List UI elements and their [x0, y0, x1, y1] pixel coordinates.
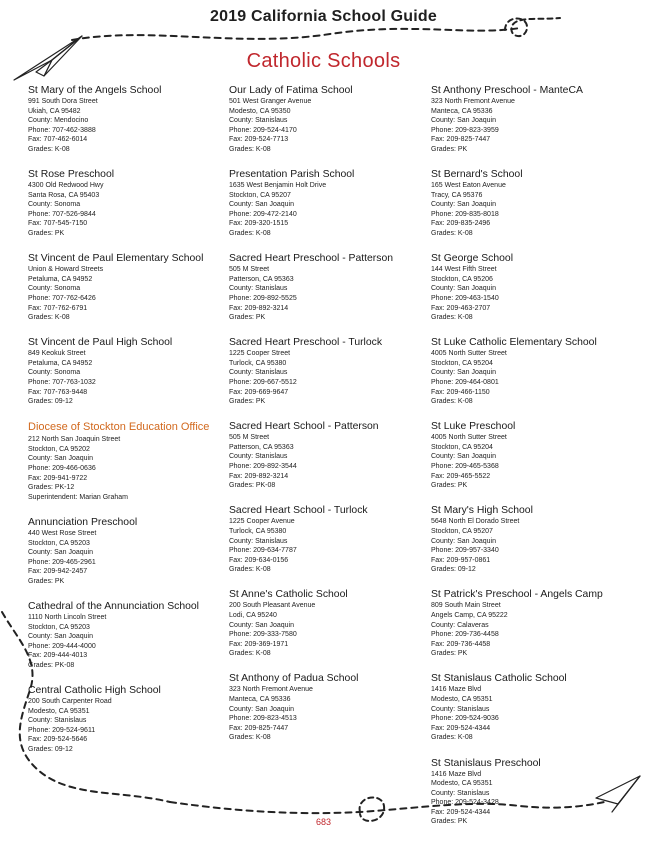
school-detail-line: Fax: 209-825-7447	[431, 136, 491, 144]
school-detail-line: 1225 Cooper Street	[229, 350, 291, 358]
school-detail-line: County: San Joaquin	[229, 705, 294, 713]
school-detail-line: Fax: 209-736-4458	[431, 640, 491, 648]
school-detail-line: 200 South Carpenter Road	[28, 698, 112, 706]
school-detail-line: County: San Joaquin	[431, 369, 496, 377]
school-detail-line: Petaluma, CA 94952	[28, 275, 93, 283]
school-entry	[431, 336, 636, 407]
school-detail-line: Grades: PK	[431, 145, 468, 153]
school-detail-line: County: San Joaquin	[431, 537, 496, 545]
school-detail-line: Grades: 09-12	[431, 566, 476, 574]
school-entry	[431, 420, 636, 491]
school-detail-line: 505 M Street	[229, 266, 270, 274]
school-detail-line: Phone: 209-464-0801	[431, 378, 499, 386]
school-detail-line: Fax: 209-465-5522	[431, 472, 491, 480]
school-detail-line: County: Stanislaus	[229, 369, 288, 377]
school-detail-line: County: San Joaquin	[28, 549, 93, 557]
school-detail-line: Petaluma, CA 94952	[28, 359, 93, 367]
school-name: St Bernard's School	[431, 169, 523, 181]
school-detail-line: Ukiah, CA 95482	[28, 107, 81, 115]
school-name: St Patrick's Preschool - Angels Camp	[431, 589, 603, 601]
school-detail-line: Phone: 209-466-0636	[28, 465, 96, 473]
school-name: St Mary of the Angels School	[28, 85, 162, 96]
school-detail-line: County: Stanislaus	[229, 285, 288, 293]
school-detail-line: County: San Joaquin	[431, 285, 496, 293]
school-detail-line: Phone: 209-823-4513	[229, 715, 297, 723]
school-detail-line: Fax: 209-825-7447	[229, 724, 289, 732]
school-detail-line: Grades: K-08	[431, 230, 473, 238]
school-detail-line: Fax: 209-524-4344	[431, 808, 491, 816]
school-detail-line: Modesto, CA 95351	[431, 696, 493, 704]
school-detail-line: Superintendent: Marian Graham	[28, 493, 128, 501]
school-detail-line: Fax: 707-545-7150	[28, 220, 88, 228]
school-detail-line: Phone: 209-524-4170	[229, 126, 297, 134]
school-name: St Anne's Catholic School	[229, 589, 348, 601]
school-detail-line: Phone: 707-462-3888	[28, 126, 96, 134]
school-detail-line: Stockton, CA 95207	[431, 527, 493, 535]
school-detail-line: Fax: 209-463-2707	[431, 304, 491, 312]
school-detail-line: 849 Keokuk Street	[28, 350, 86, 358]
school-detail-line: Phone: 209-823-3959	[431, 126, 499, 134]
school-entry	[431, 672, 636, 743]
column-3	[431, 84, 636, 841]
school-entry	[28, 336, 233, 407]
school-detail-line: Stockton, CA 95202	[28, 445, 90, 453]
school-entry	[431, 588, 636, 659]
school-detail-line: Phone: 209-465-5368	[431, 463, 499, 471]
school-detail-line: County: Stanislaus	[431, 705, 490, 713]
school-detail-line: 440 West Rose Street	[28, 529, 97, 537]
school-detail-line: Union & Howard Streets	[28, 266, 104, 274]
school-detail-line: County: Sonoma	[28, 201, 81, 209]
school-detail-line: Grades: PK	[431, 650, 468, 658]
school-detail-line: Fax: 209-524-7713	[229, 136, 289, 144]
school-detail-line: Manteca, CA 95336	[229, 696, 291, 704]
office-name: Diocese of Stockton Education Office	[28, 421, 210, 434]
school-name: St George School	[431, 253, 514, 265]
school-detail-line: 1635 West Benjamin Holt Drive	[229, 182, 327, 190]
school-name: St Vincent de Paul High School	[28, 337, 173, 349]
section-title: Catholic Schools	[246, 50, 401, 72]
school-detail-line: 5648 North El Dorado Street	[431, 518, 520, 526]
school-detail-line: Phone: 209-463-1540	[431, 294, 499, 302]
school-detail-line: County: San Joaquin	[28, 633, 93, 641]
school-name: Our Lady of Fatima School	[229, 85, 353, 96]
school-detail-line: County: San Joaquin	[229, 201, 294, 209]
school-detail-line: Grades: K-08	[431, 734, 473, 742]
school-detail-line: County: San Joaquin	[28, 455, 93, 463]
school-detail-line: Phone: 707-763-1032	[28, 378, 96, 386]
school-detail-line: 212 North San Joaquin Street	[28, 436, 121, 444]
guide-title: 2019 California School Guide	[210, 8, 437, 25]
school-detail-line: 4005 North Sutter Street	[431, 350, 507, 358]
school-detail-line: Modesto, CA 95351	[28, 707, 90, 715]
school-detail-line: Santa Rosa, CA 95403	[28, 191, 100, 199]
school-detail-line: Modesto, CA 95350	[229, 107, 291, 115]
school-detail-line: Grades: K-08	[229, 230, 271, 238]
school-name: Presentation Parish School	[229, 169, 355, 181]
school-detail-line: Grades: PK	[28, 577, 65, 585]
school-detail-line: Grades: K-08	[431, 398, 473, 406]
school-name: Sacred Heart School - Patterson	[229, 421, 379, 433]
school-detail-line: Fax: 209-524-5646	[28, 736, 88, 744]
school-detail-line: 1416 Maze Blvd	[431, 686, 482, 694]
school-name: St Rose Preschool	[28, 169, 115, 181]
column-2	[229, 84, 434, 757]
school-name: St Vincent de Paul Elementary School	[28, 253, 204, 265]
school-entry	[229, 504, 434, 575]
school-detail-line: Grades: PK-08	[28, 661, 75, 669]
school-entry	[229, 336, 434, 407]
school-detail-line: Turlock, CA 95380	[229, 527, 287, 535]
school-detail-line: Grades: 09-12	[28, 746, 73, 753]
school-detail-line: Phone: 209-892-3544	[229, 463, 297, 471]
school-detail-line: Angels Camp, CA 95222	[431, 611, 508, 619]
school-detail-line: Stockton, CA 95204	[431, 443, 493, 451]
school-detail-line: Stockton, CA 95207	[229, 191, 291, 199]
school-entry	[229, 252, 434, 323]
school-detail-line: Phone: 209-472-2140	[229, 210, 297, 218]
school-detail-line: County: Mendocino	[28, 117, 89, 125]
school-detail-line: Fax: 209-320-1515	[229, 220, 289, 228]
school-detail-line: Grades: PK	[431, 482, 468, 490]
school-detail-line: Modesto, CA 95351	[431, 780, 493, 788]
school-detail-line: Manteca, CA 95336	[431, 107, 493, 115]
school-entry	[28, 600, 233, 671]
school-detail-line: Turlock, CA 95380	[229, 359, 287, 367]
school-detail-line: Phone: 209-892-5525	[229, 294, 297, 302]
page-number: 683	[315, 817, 332, 827]
school-entry	[28, 420, 233, 502]
school-detail-line: Fax: 209-957-0861	[431, 556, 491, 564]
school-detail-line: Stockton, CA 95204	[431, 359, 493, 367]
school-detail-line: Phone: 209-524-9036	[431, 715, 499, 723]
school-detail-line: 1416 Maze Blvd	[431, 770, 482, 778]
school-name: Sacred Heart Preschool - Turlock	[229, 337, 383, 349]
school-entry	[28, 84, 233, 155]
school-entry	[229, 588, 434, 659]
school-detail-line: County: San Joaquin	[229, 621, 294, 629]
school-detail-line: 4300 Old Redwood Hwy	[28, 182, 104, 190]
school-entry	[431, 84, 636, 155]
school-detail-line: Fax: 209-466-1150	[431, 388, 490, 396]
school-detail-line: County: Stanislaus	[229, 117, 288, 125]
school-detail-line: Grades: PK-12	[28, 484, 75, 492]
school-detail-line: Fax: 209-369-1971	[229, 640, 289, 648]
school-detail-line: 991 South Dora Street	[28, 98, 98, 105]
school-name: St Anthony Preschool - MantеCA	[431, 85, 583, 96]
school-detail-line: Grades: 09-12	[28, 398, 73, 406]
school-detail-line: 200 South Pleasant Avenue	[229, 602, 316, 610]
school-detail-line: County: Stanislaus	[28, 717, 87, 725]
school-detail-line: County: San Joaquin	[431, 453, 496, 461]
school-name: Cathedral of the Annunciation School	[28, 600, 199, 612]
school-detail-line: Fax: 209-444-4013	[28, 652, 88, 660]
school-entry	[28, 168, 233, 239]
school-detail-line: 165 West Eaton Avenue	[431, 182, 506, 190]
school-detail-line: Phone: 209-333-7580	[229, 631, 297, 639]
school-detail-line: Phone: 209-957-3340	[431, 547, 499, 555]
school-detail-line: Grades: K-08	[229, 145, 271, 153]
school-detail-line: County: San Joaquin	[431, 117, 496, 125]
school-entry	[229, 672, 434, 743]
school-detail-line: Fax: 209-524-4344	[431, 724, 491, 732]
school-detail-line: Fax: 209-634-0156	[229, 556, 289, 564]
school-name: St Luke Catholic Elementary School	[431, 337, 597, 349]
school-detail-line: Phone: 209-736-4458	[431, 631, 499, 639]
school-detail-line: Fax: 209-941-9722	[28, 474, 88, 482]
school-entry	[28, 252, 233, 323]
school-detail-line: Fax: 707-762-6791	[28, 304, 88, 312]
school-detail-line: Tracy, CA 95376	[431, 191, 483, 199]
school-detail-line: Phone: 707-526-9844	[28, 210, 96, 218]
school-detail-line: Grades: K-08	[28, 145, 70, 153]
school-name: St Mary's High School	[431, 505, 533, 517]
school-detail-line: Grades: K-08	[229, 566, 271, 574]
school-detail-line: 501 West Granger Avenue	[229, 98, 312, 105]
school-name: Sacred Heart School - Turlock	[229, 505, 368, 517]
school-detail-line: Fax: 209-669-9647	[229, 388, 289, 396]
school-detail-line: County: Sonoma	[28, 369, 81, 377]
school-name: Annunciation Preschool	[28, 516, 138, 528]
school-detail-line: Grades: PK	[28, 230, 65, 238]
school-detail-line: County: San Joaquin	[431, 201, 496, 209]
school-detail-line: Phone: 707-762-6426	[28, 294, 96, 302]
school-detail-line: Grades: PK	[229, 314, 266, 322]
school-detail-line: Grades: K-08	[28, 314, 70, 322]
school-detail-line: Fax: 209-835-2496	[431, 220, 491, 228]
school-entry	[28, 684, 233, 755]
school-name: St Stanislaus Preschool	[431, 757, 541, 769]
school-detail-line: County: Stanislaus	[431, 789, 490, 797]
school-detail-line: Fax: 707-462-6014	[28, 136, 88, 144]
school-detail-line: Phone: 209-524-9611	[28, 726, 96, 734]
dashed-path-top	[72, 28, 520, 40]
school-detail-line: Grades: K-08	[229, 734, 271, 742]
school-detail-line: 323 North Fremont Avenue	[431, 98, 515, 105]
school-detail-line: Patterson, CA 95363	[229, 275, 294, 283]
school-detail-line: Stockton, CA 95203	[28, 623, 90, 631]
school-detail-line: Phone: 209-465-2961	[28, 558, 96, 566]
school-detail-line: 144 West Fifth Street	[431, 266, 497, 274]
school-name: St Anthony of Padua School	[229, 673, 359, 685]
school-detail-line: Fax: 209-892-3214	[229, 472, 289, 480]
school-name: St Luke Preschool	[431, 421, 516, 433]
school-detail-line: 505 M Street	[229, 434, 270, 442]
school-entry	[431, 168, 636, 239]
school-detail-line: Grades: PK-08	[229, 482, 276, 490]
school-detail-line: 1110 North Lincoln Street	[28, 613, 107, 621]
school-detail-line: County: Stanislaus	[229, 453, 288, 461]
school-detail-line: 1225 Cooper Avenue	[229, 518, 295, 526]
school-entry	[431, 252, 636, 323]
school-detail-line: Phone: 209-634-7787	[229, 547, 297, 555]
school-detail-line: 4005 North Sutter Street	[431, 434, 507, 442]
school-detail-line: Fax: 209-892-3214	[229, 304, 289, 312]
school-entry	[431, 504, 636, 575]
school-name: St Stanislaus Catholic School	[431, 673, 567, 685]
school-detail-line: Patterson, CA 95363	[229, 443, 294, 451]
school-name: Central Catholic High School	[28, 685, 161, 697]
school-entry	[28, 516, 233, 587]
school-detail-line: Phone: 209-835-8018	[431, 210, 499, 218]
school-detail-line: 809 South Main Street	[431, 602, 501, 610]
school-detail-line: 323 North Fremont Avenue	[229, 686, 313, 694]
school-detail-line: Stockton, CA 95203	[28, 539, 90, 547]
column-1	[28, 84, 233, 768]
school-detail-line: Stockton, CA 95206	[431, 275, 493, 283]
school-detail-line: Grades: K-08	[431, 314, 473, 322]
school-detail-line: Fax: 209-942-2457	[28, 568, 88, 576]
school-entry	[229, 84, 434, 155]
school-detail-line: Phone: 209-667-5512	[229, 378, 297, 386]
school-detail-line: Phone: 209-524-3428	[431, 799, 499, 807]
school-detail-line: Lodi, CA 95240	[229, 611, 277, 619]
school-detail-line: Fax: 707-763-9448	[28, 388, 88, 396]
school-detail-line: County: Calaveras	[431, 621, 489, 629]
school-detail-line: Grades: K-08	[229, 650, 271, 658]
school-detail-line: County: Sonoma	[28, 285, 81, 293]
school-detail-line: Grades: PK	[431, 818, 468, 826]
school-detail-line: Grades: PK	[229, 398, 266, 406]
school-entry	[229, 168, 434, 239]
school-name: Sacred Heart Preschool - Patterson	[229, 253, 394, 265]
school-entry	[229, 420, 434, 491]
school-detail-line: County: Stanislaus	[229, 537, 288, 545]
school-detail-line: Phone: 209-444-4000	[28, 642, 96, 650]
